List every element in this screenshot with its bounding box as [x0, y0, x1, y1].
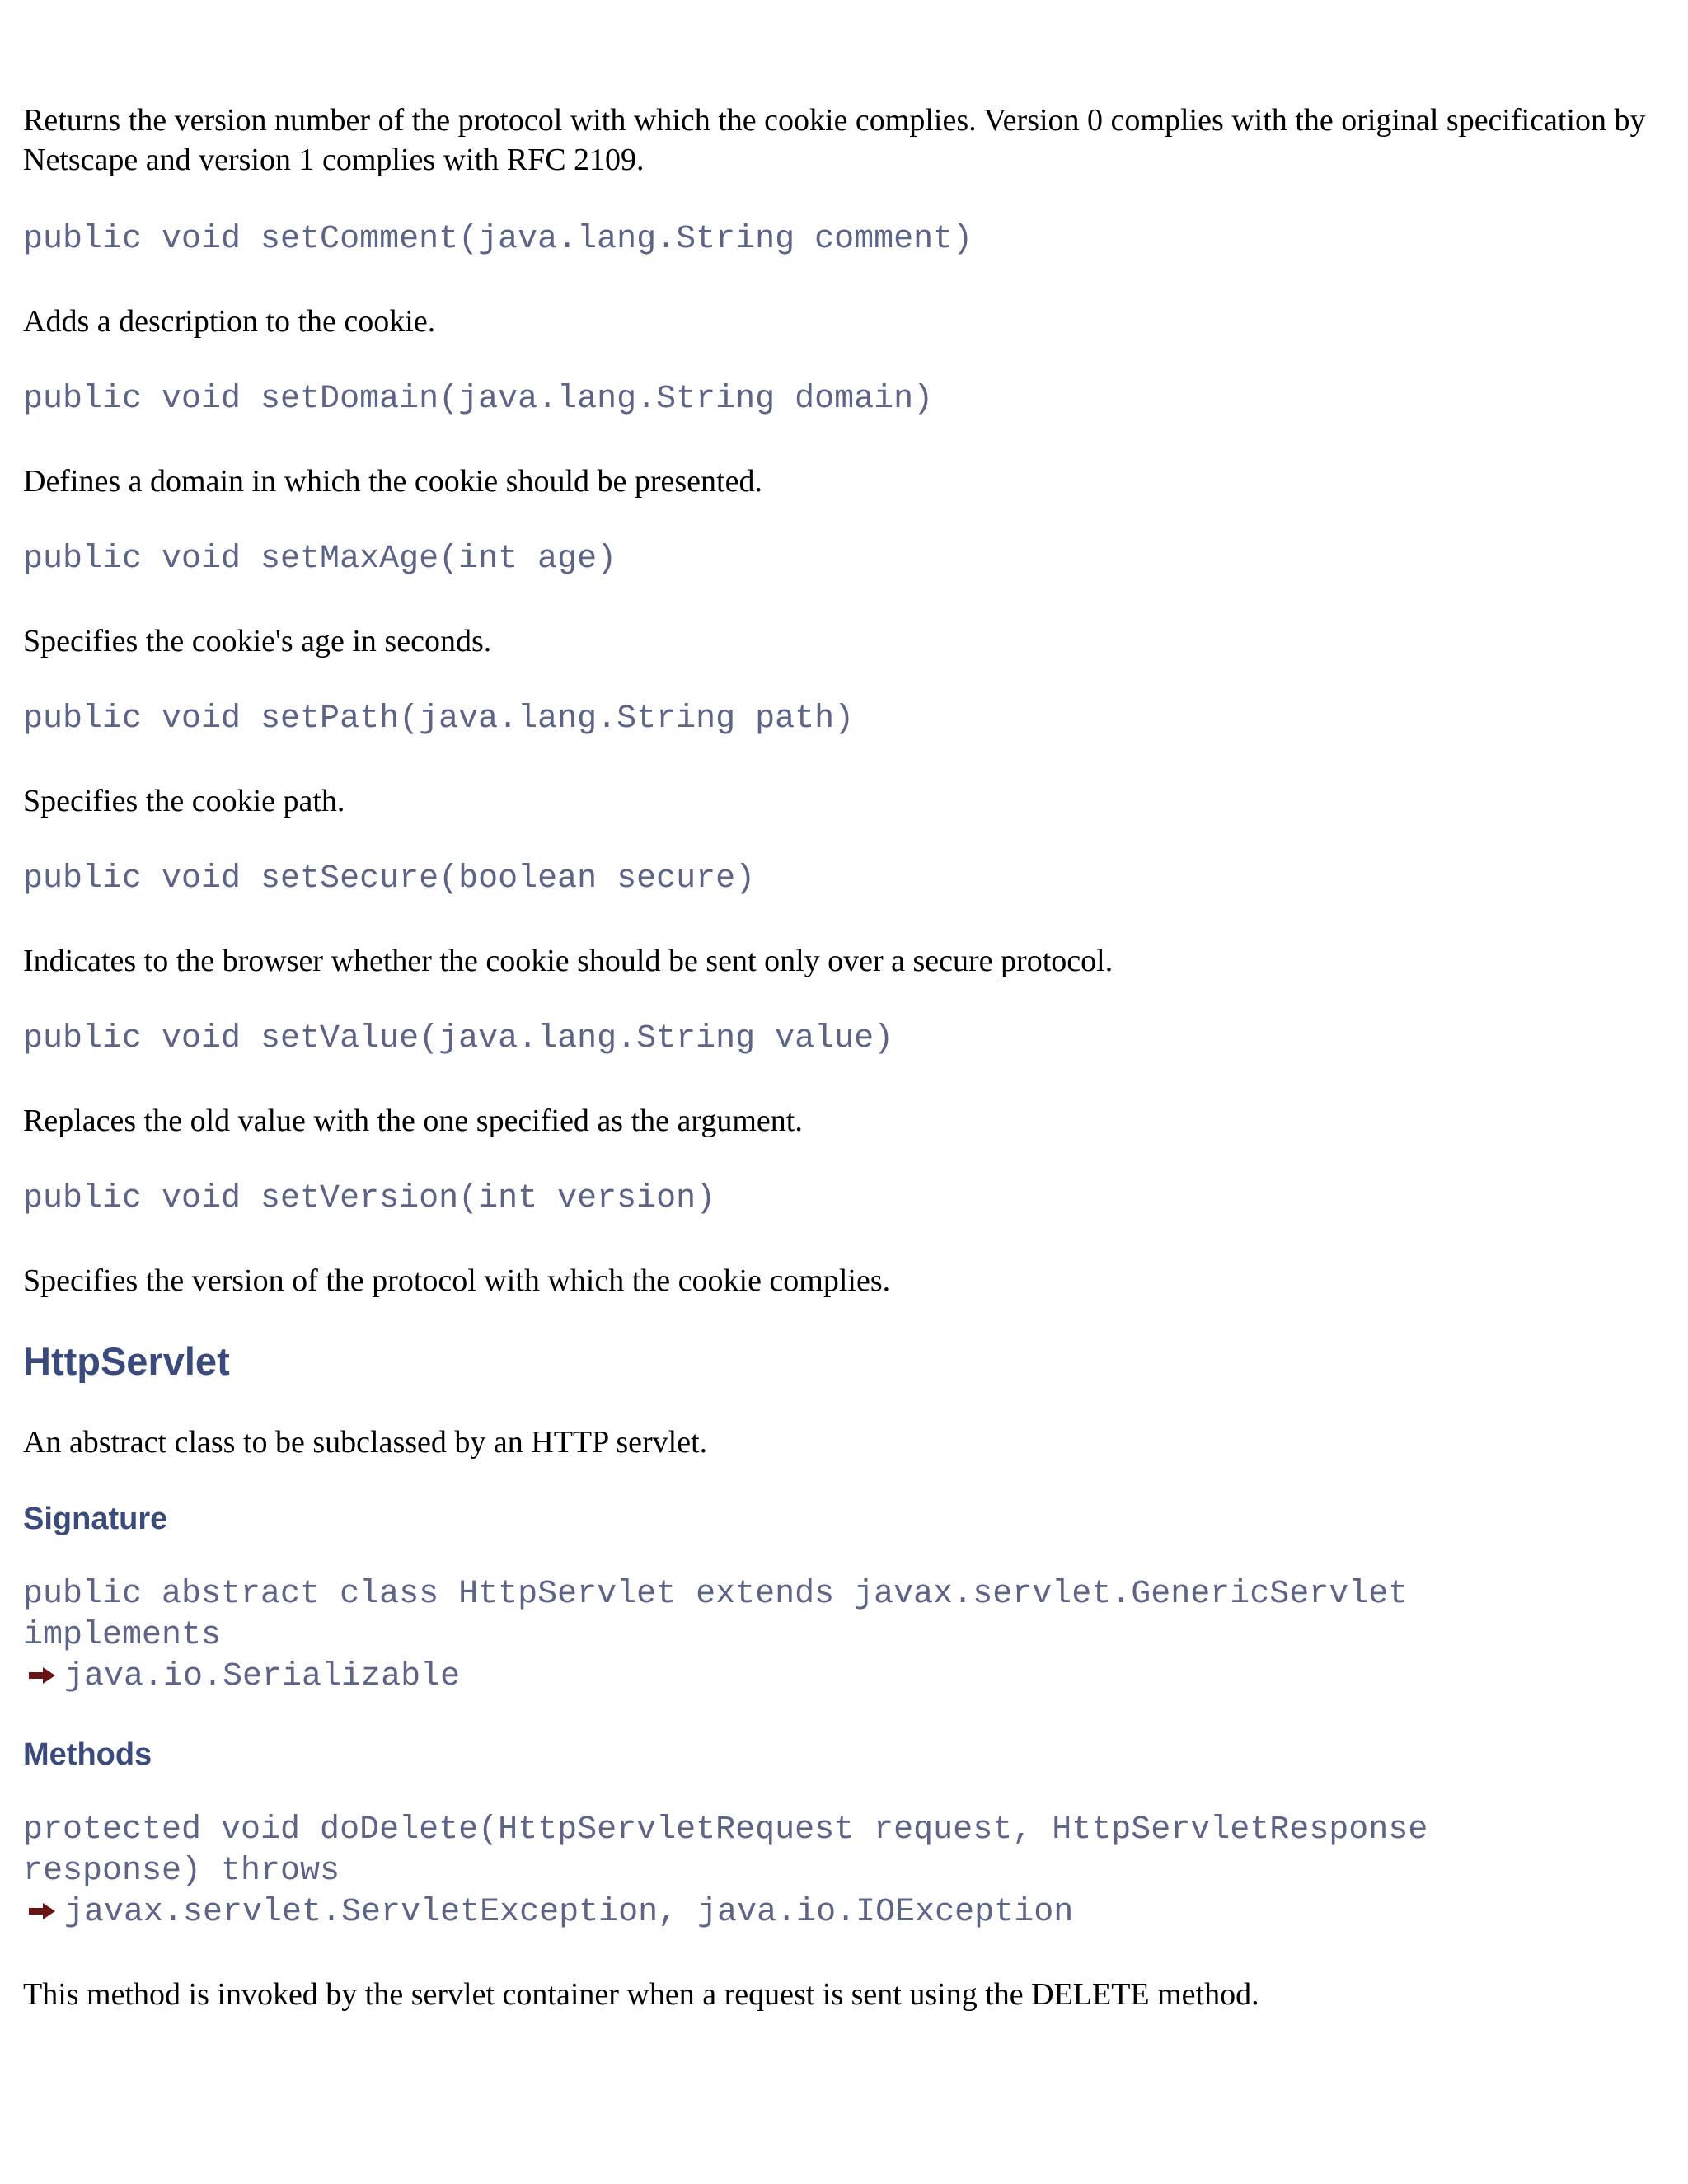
dodelete-signature-line: javax.servlet.ServletException, java.io.IOException [64, 1894, 1074, 1931]
setvalue-signature: public void setValue(java.lang.String value) [23, 1020, 894, 1057]
setcomment-signature: public void setComment(java.lang.String comment) [23, 221, 973, 258]
httpservlet-signature-block [23, 1574, 1665, 1698]
getversion-description: Returns the version number of the protocol with which the cookie complies. Version 0 complies with the original specification by Netscape and version 1 complies with RFC 2109. [23, 103, 1646, 177]
dodelete-continuation [23, 1892, 1665, 1933]
continuation-arrow-icon [23, 1657, 64, 1698]
dodelete-description: This method is invoked by the servlet container when a request is sent using the DELETE method. [23, 1977, 1259, 2012]
setmaxage-description: Specifies the cookie's age in seconds. [23, 624, 492, 658]
setpath-signature: public void setPath(java.lang.String path) [23, 701, 855, 738]
signature-continuation [23, 1657, 1665, 1698]
httpservlet-description: An abstract class to be subclassed by an HTTP servlet. [23, 1425, 708, 1460]
signature-line: public abstract class HttpServlet extends javax.servlet.GenericServlet [23, 1576, 1409, 1613]
setmaxage-signature: public void setMaxAge(int age) [23, 541, 617, 578]
setcomment-description: Adds a description to the cookie. [23, 304, 436, 339]
continuation-arrow-icon [23, 1892, 64, 1933]
signature-line: java.io.Serializable [64, 1658, 461, 1695]
dodelete-signature-block [23, 1810, 1665, 1933]
setpath-description: Specifies the cookie path. [23, 784, 345, 818]
setsecure-signature: public void setSecure(boolean secure) [23, 860, 756, 898]
dodelete-signature-line: response) throws [23, 1853, 340, 1890]
httpservlet-heading: HttpServlet [23, 1339, 230, 1383]
dodelete-signature-line: protected void doDelete(HttpServletRequest request, HttpServletResponse [23, 1811, 1428, 1849]
setdomain-description: Defines a domain in which the cookie should be presented. [23, 464, 762, 499]
setvalue-description: Replaces the old value with the one specified as the argument. [23, 1104, 803, 1138]
setsecure-description: Indicates to the browser whether the cookie should be sent only over a secure protocol. [23, 944, 1114, 978]
signature-heading: Signature [23, 1502, 168, 1536]
methods-heading: Methods [23, 1737, 152, 1772]
setversion-signature: public void setVersion(int version) [23, 1180, 716, 1217]
setversion-description: Specifies the version of the protocol with which the cookie complies. [23, 1263, 891, 1298]
signature-line: implements [23, 1617, 222, 1654]
document-page [23, 101, 1665, 2014]
setdomain-signature: public void setDomain(java.lang.String domain) [23, 381, 934, 418]
